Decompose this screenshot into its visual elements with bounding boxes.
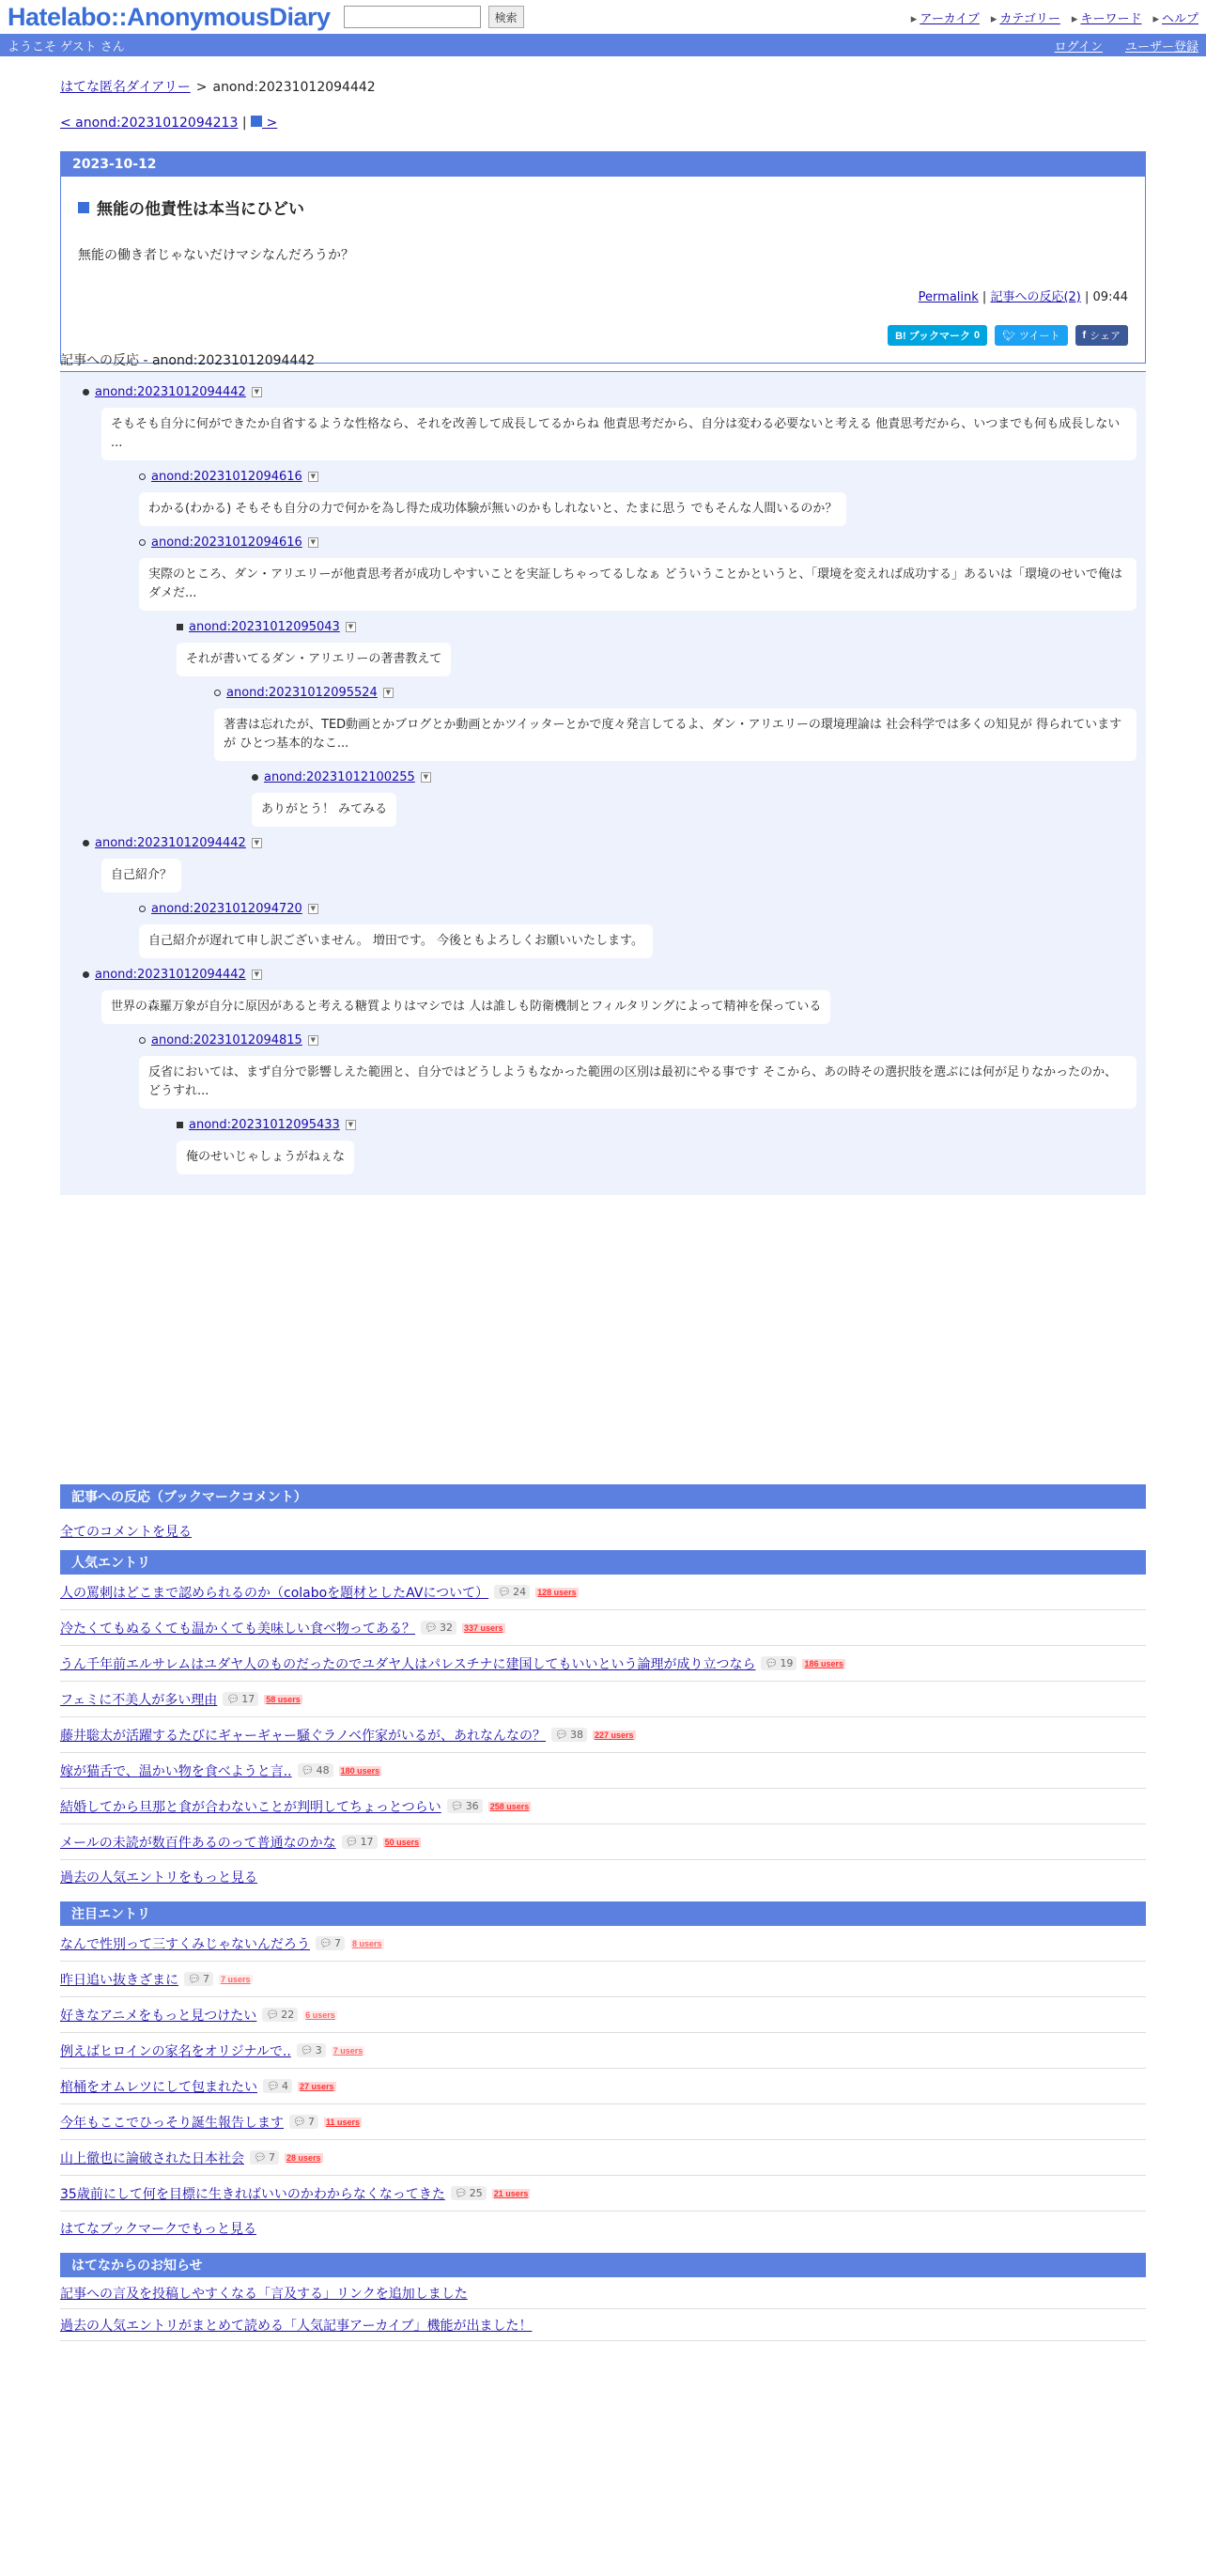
list-item <box>60 2104 1146 2140</box>
chevron-down-icon[interactable]: ▼ <box>308 537 318 548</box>
reaction-text: 自己紹介が遅れて申し訳ございません。 増田です。 今後ともよろしくお願いいたします。 <box>139 924 653 958</box>
news-link[interactable]: 過去の人気エントリがまとめて読める「人気記事アーカイブ」機能が出ました！ <box>60 2318 533 2334</box>
share-buttons <box>78 325 1128 346</box>
comment-count-value: 19 <box>780 1657 794 1669</box>
list-item <box>177 620 356 634</box>
list-item <box>60 1753 1146 1789</box>
users-badge[interactable]: 21 users <box>493 2188 529 2198</box>
comment-count[interactable] <box>494 1585 530 1599</box>
hatebu-label: B! ブックマーク <box>895 331 970 342</box>
tweet-label: ツイート <box>1019 331 1060 342</box>
breadcrumb-home[interactable]: はてな匿名ダイアリー <box>60 80 191 95</box>
entry-link[interactable]: 今年もここでひっそり誕生報告します <box>60 2115 284 2131</box>
users-badge[interactable]: 50 users <box>384 1837 420 1847</box>
breadcrumb-current: anond:20231012094442 <box>212 80 376 95</box>
comment-count[interactable] <box>250 2150 279 2165</box>
reaction-text: わかる(わかる) そもそも自分の力で何かを為し得た成功体験が無いのかもしれないと、たまに思う でもそんな人間いるのか？ <box>139 492 846 526</box>
bookmark-comments-header: 記事への反応（ブックマークコメント） <box>60 1484 1146 1509</box>
comment-count-value: 32 <box>439 1622 453 1634</box>
hatebu-count: 0 <box>974 330 981 341</box>
comment-count-value: 25 <box>469 2187 483 2199</box>
comment-count[interactable] <box>263 2079 292 2093</box>
reaction-link[interactable]: anond:20231012094616 <box>151 470 302 484</box>
entry-body: 無能の働き者じゃないだけマシなんだろうか？ <box>78 248 354 263</box>
entry-link[interactable]: なんで性別って三すくみじゃないんだろう <box>60 1936 310 1952</box>
speech-bubble-icon: 💬︎ <box>498 1586 512 1598</box>
hatena-news <box>60 2253 1146 2341</box>
list-item <box>252 770 431 784</box>
entry-link[interactable]: メールの未読が数百件あるのって普通なのかな <box>60 1835 336 1851</box>
comment-count[interactable] <box>262 2008 298 2022</box>
reaction-link[interactable]: anond:20231012094616 <box>151 535 302 550</box>
reaction-link[interactable]: anond:20231012100255 <box>264 770 415 784</box>
list-item <box>177 1118 356 1132</box>
comment-count[interactable] <box>342 1835 378 1849</box>
entry-link[interactable]: 山上徹也に論破された日本社会 <box>60 2150 244 2166</box>
nav-archive[interactable]: ▸ アーカイブ <box>911 8 980 26</box>
twitter-bird-icon: 🐦︎ <box>1002 330 1016 342</box>
list-item <box>60 2176 1146 2211</box>
popular-list <box>60 1575 1146 1860</box>
list-item <box>60 2069 1146 2104</box>
breadcrumb <box>60 77 1146 96</box>
comment-count-value: 4 <box>281 2080 288 2092</box>
speech-bubble-icon: 💬︎ <box>454 2187 468 2199</box>
tweet-button[interactable] <box>995 325 1067 346</box>
entry-link[interactable]: 冷たくてもぬるくても温かくても美味しい食べ物ってある？ <box>60 1621 415 1637</box>
list-item <box>139 902 318 916</box>
reactions-link[interactable]: 記事への反応(2) <box>990 290 1081 304</box>
speech-bubble-icon: 💬︎ <box>293 2116 306 2128</box>
speech-bubble-icon: 💬︎ <box>188 1973 201 1985</box>
comment-count-value: 7 <box>268 2151 275 2164</box>
reaction-text: 世界の森羅万象が自分に原因があると考える糖質よりはマシでは 人は誰しも防衛機制とフィルタリングによって精神を保っている <box>101 990 830 1024</box>
notable-header: 注目エントリ <box>60 1901 1146 1926</box>
reaction-link[interactable]: anond:20231012094815 <box>151 1033 302 1047</box>
entry-link[interactable]: 人の罵刺はどこまで認められるのか（colaboを題材としたAVについて） <box>60 1585 489 1601</box>
top-bar <box>0 0 1206 34</box>
notable-list <box>60 1926 1146 2211</box>
site-logo[interactable]: Hatelabo::AnonymousDiary <box>8 2 331 31</box>
square-icon <box>251 116 262 127</box>
welcome-text: ようこそ ゲスト さん <box>8 39 125 54</box>
comment-count[interactable] <box>316 1936 345 1950</box>
speech-bubble-icon: 💬︎ <box>345 1836 359 1848</box>
reaction-text: それが書いてるダン・アリエリーの著書教えて <box>177 643 451 676</box>
entry-link[interactable]: 35歳前にして何を目標に生きればいいのかわからなくなってきた <box>60 2186 445 2202</box>
list-item <box>214 686 394 700</box>
speech-bubble-icon: 💬︎ <box>765 1657 779 1669</box>
reaction-link[interactable]: anond:20231012095043 <box>189 620 340 634</box>
entry-link[interactable]: 例えばヒロインの家名をオリジナルで.. <box>60 2043 291 2059</box>
reaction-link[interactable]: anond:20231012094442 <box>95 968 246 982</box>
list-item <box>139 535 318 550</box>
list-item <box>139 1033 318 1047</box>
entry-link[interactable]: うん千年前エルサレムはユダヤ人のものだったのでユダヤ人はパレスチナに建国してもいいという論理が成り立つなら <box>60 1656 756 1672</box>
facebook-label: シェア <box>1090 331 1121 342</box>
welcome-bar <box>0 34 1206 56</box>
reaction-link[interactable]: anond:20231012094442 <box>95 836 246 850</box>
pager-separator: | <box>241 116 247 131</box>
hatena-bookmark-button[interactable] <box>888 325 987 346</box>
users-badge[interactable]: 11 users <box>325 2117 360 2127</box>
comment-count-value: 24 <box>513 1586 527 1598</box>
list-item <box>60 1717 1146 1753</box>
chevron-down-icon[interactable]: ▼ <box>421 772 431 783</box>
speech-bubble-icon: 💬︎ <box>300 2044 314 2056</box>
comment-count[interactable] <box>421 1621 456 1635</box>
news-header: はてなからのお知らせ <box>60 2253 1146 2277</box>
list-item <box>60 1926 1146 1962</box>
chevron-down-icon[interactable]: ▼ <box>252 970 262 980</box>
all-comments-row <box>60 1514 1146 1548</box>
nav-help[interactable]: ▸ ヘルプ <box>1152 8 1198 26</box>
popular-header: 人気エントリ <box>60 1550 1146 1575</box>
users-badge[interactable]: 337 users <box>463 1622 503 1633</box>
popular-more-row <box>60 1860 1146 1894</box>
speech-bubble-icon: 💬︎ <box>319 1937 332 1949</box>
list-item <box>60 1962 1146 1997</box>
chevron-down-icon[interactable]: ▼ <box>308 472 318 482</box>
reaction-text: 著書は忘れたが、TED動画とかブログとか動画とかツイッターとかで度々発言してるよ、ダン・アリエリーの環境理論は 社会科学では多くの知見が 得られていますが ひとつ基本的なこ... <box>214 708 1136 761</box>
chevron-down-icon[interactable]: ▼ <box>308 904 318 914</box>
list-item <box>139 470 318 484</box>
comment-count[interactable] <box>184 1972 213 1986</box>
bookmark-comments-section <box>60 1484 1146 1548</box>
chevron-down-icon[interactable]: ▼ <box>308 1035 318 1046</box>
comment-count[interactable] <box>551 1728 587 1742</box>
facebook-share-button[interactable] <box>1075 325 1128 346</box>
users-badge[interactable]: 7 users <box>220 1974 251 1984</box>
nav-category[interactable]: ▸ カテゴリー <box>991 8 1060 26</box>
entry-link[interactable]: フェミに不美人が多い理由 <box>60 1692 218 1708</box>
nav-keyword[interactable]: ▸ キーワード <box>1072 8 1142 26</box>
chevron-down-icon[interactable]: ▼ <box>252 838 262 848</box>
comment-count[interactable] <box>297 2043 326 2057</box>
comment-count-value: 36 <box>465 1800 479 1812</box>
entry-link[interactable]: 棺桶をオムレツにして包まれたい <box>60 2079 257 2095</box>
comment-count[interactable] <box>447 1799 483 1813</box>
top-nav <box>911 8 1198 26</box>
users-badge[interactable]: 128 users <box>537 1587 577 1597</box>
permalink-link[interactable]: Permalink <box>918 290 979 304</box>
comment-count-value: 7 <box>202 1973 209 1985</box>
square-icon <box>78 202 89 213</box>
reaction-text: 自己紹介？ <box>101 859 181 892</box>
popular-entries <box>60 1550 1146 1894</box>
reaction-text: ありがとう！ みてみる <box>252 793 396 827</box>
speech-bubble-icon: 💬︎ <box>226 1693 240 1705</box>
comment-count[interactable] <box>451 2186 487 2200</box>
users-badge[interactable]: 227 users <box>595 1730 634 1740</box>
reaction-text: そもそも自分に何ができたか自省するような性格なら、それを改善して成長してるからね 他責思考だから、自分は変わる必要ないと考える 他責思考だから、いつまでも何も成長しない ... <box>101 408 1136 460</box>
chevron-down-icon[interactable]: ▼ <box>383 688 394 698</box>
list-item <box>83 836 262 850</box>
users-badge[interactable]: 8 users <box>351 1938 382 1948</box>
list-item <box>60 1682 1146 1717</box>
reaction-link[interactable]: anond:20231012095433 <box>189 1118 340 1132</box>
reaction-link[interactable]: anond:20231012094442 <box>95 385 246 399</box>
speech-bubble-icon: 💬︎ <box>254 2151 267 2164</box>
entry-link[interactable]: 好きなアニメをもっと見つけたい <box>60 2008 257 2024</box>
comment-count-value: 3 <box>315 2044 322 2056</box>
speech-bubble-icon: 💬︎ <box>555 1729 568 1741</box>
reaction-link[interactable]: anond:20231012094720 <box>151 902 302 916</box>
search-button[interactable]: 検索 <box>488 6 524 28</box>
list-item <box>60 2309 1146 2341</box>
reaction-text: 反省においては、まず自分で影響しえた範囲と、自分ではどうしようもなかった範囲の区別は最初にやる事です そこから、あの時その選択肢を選ぶには何が足りなかったのか、どうすれ... <box>139 1056 1136 1109</box>
news-link[interactable]: 記事への言及を投稿しやすくなる「言及する」リンクを追加しました <box>60 2286 468 2302</box>
list-item <box>60 1824 1146 1860</box>
entry-date: 2023-10-12 <box>61 152 1145 177</box>
entry-link[interactable]: 結婚してから旦那と食が合わないことが判明してちょっとつらい <box>60 1799 441 1815</box>
breadcrumb-separator: > <box>195 80 208 95</box>
comment-count-value: 38 <box>570 1729 583 1741</box>
entry-link[interactable]: 藤井聡太が活躍するたびにギャーギャー騒ぐラノベ作家がいるが、あれなんなの？ <box>60 1728 547 1744</box>
prev-entry-link[interactable]: < anond:20231012094213 <box>60 116 239 131</box>
entry-link[interactable]: 昨日追い抜きざまに <box>60 1972 178 1988</box>
chevron-down-icon[interactable]: ▼ <box>346 622 356 632</box>
entry-footer: Permalink | 記事への反応(2) | 09:44 <box>918 290 1128 304</box>
search-input[interactable] <box>344 6 481 28</box>
notable-more-row <box>60 2211 1146 2245</box>
notable-more-link[interactable]: はてなブックマークでもっと見る <box>60 2222 257 2237</box>
users-badge[interactable]: 6 users <box>305 2010 335 2020</box>
comment-count-value: 7 <box>333 1937 341 1949</box>
list-item <box>83 385 262 399</box>
reactions-heading: 記事への反応 - anond:20231012094442 <box>60 350 1146 372</box>
entry-link[interactable]: 嫁が猫舌で、温かい物を食べようと言.. <box>60 1763 292 1779</box>
login-link[interactable]: ログイン <box>1054 39 1103 54</box>
list-item <box>60 2033 1146 2069</box>
popular-more-link[interactable]: 過去の人気エントリをもっと見る <box>60 1870 257 1885</box>
reaction-text: 実際のところ、ダン・アリエリーが他責思考者が成功しやすいことを実証しちゃってるしなぁ どういうことかというと、「環境を変えれば成功する」あるいは「環境のせいで俺はダメだ... <box>139 558 1136 611</box>
comment-count-value: 7 <box>307 2116 315 2128</box>
all-comments-link[interactable]: 全てのコメントを見る <box>60 1525 192 1540</box>
facebook-icon: f <box>1082 330 1087 341</box>
list-item <box>60 2277 1146 2309</box>
comment-count-value: 17 <box>360 1836 374 1848</box>
users-badge[interactable]: 180 users <box>340 1765 380 1776</box>
next-entry-label: > <box>266 116 278 131</box>
entry-pager <box>60 116 1146 131</box>
comment-count[interactable] <box>289 2115 318 2129</box>
reaction-tree <box>60 372 1146 1195</box>
speech-bubble-icon: 💬︎ <box>266 2009 280 2021</box>
comment-count[interactable] <box>223 1692 258 1706</box>
users-badge[interactable]: 186 users <box>804 1658 843 1668</box>
entry-time: 09:44 <box>1092 290 1128 304</box>
users-badge[interactable]: 58 users <box>266 1694 301 1704</box>
entry-title <box>78 195 1128 219</box>
speech-bubble-icon: 💬︎ <box>425 1622 438 1634</box>
list-item <box>83 968 262 982</box>
speech-bubble-icon: 💬︎ <box>450 1800 464 1812</box>
register-link[interactable]: ユーザー登録 <box>1124 39 1198 54</box>
comment-count-value: 48 <box>316 1764 330 1777</box>
speech-bubble-icon: 💬︎ <box>267 2080 280 2092</box>
next-entry-link[interactable] <box>251 116 277 131</box>
entry <box>60 151 1146 364</box>
users-badge[interactable]: 258 users <box>489 1801 530 1811</box>
list-item <box>60 1610 1146 1646</box>
reaction-text: 俺のせいじゃしょうがねぇな <box>177 1141 354 1174</box>
list-item <box>60 1575 1146 1610</box>
chevron-down-icon[interactable]: ▼ <box>252 387 262 397</box>
list-item <box>60 1646 1146 1682</box>
news-list <box>60 2277 1146 2341</box>
list-item <box>60 1997 1146 2033</box>
users-badge[interactable]: 28 users <box>286 2152 321 2163</box>
chevron-down-icon[interactable]: ▼ <box>346 1120 356 1130</box>
users-badge[interactable]: 7 users <box>332 2045 363 2056</box>
comment-count-value: 22 <box>281 2009 295 2021</box>
comment-count[interactable] <box>298 1763 333 1777</box>
reaction-link[interactable]: anond:20231012095524 <box>226 686 378 700</box>
comment-count[interactable] <box>761 1656 796 1670</box>
users-badge[interactable]: 27 users <box>299 2081 334 2091</box>
speech-bubble-icon: 💬︎ <box>301 1764 315 1777</box>
list-item <box>60 2140 1146 2176</box>
notable-entries <box>60 1901 1146 2245</box>
list-item <box>60 1789 1146 1824</box>
entry-title-text: 無能の他責性は本当にひどい <box>97 200 304 219</box>
comment-count-value: 17 <box>241 1693 255 1705</box>
